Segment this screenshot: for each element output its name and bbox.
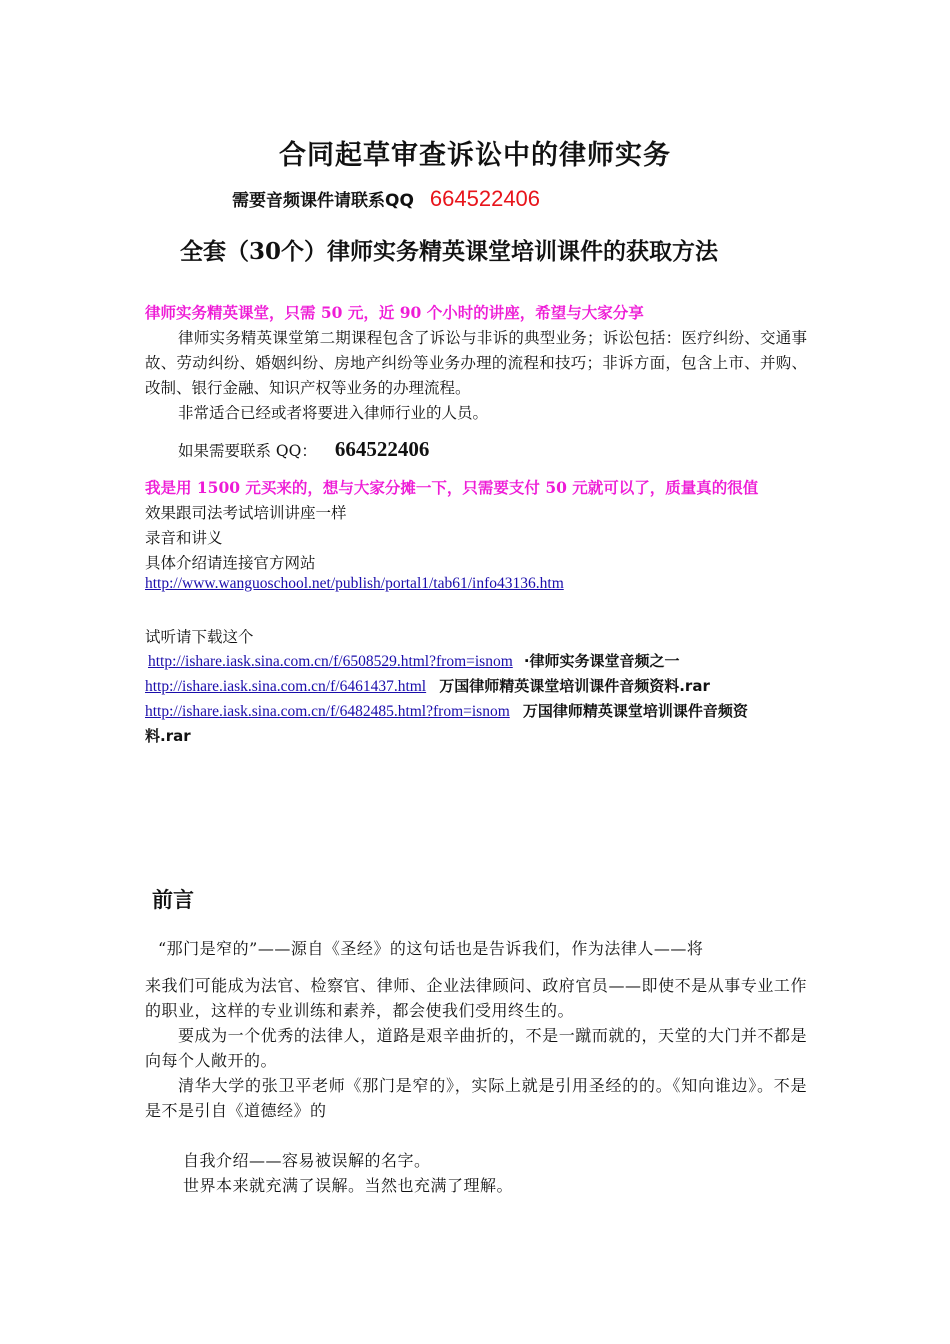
intro-contact-line <box>178 437 429 464</box>
trial-link-1[interactable]: http://ishare.iask.sina.com.cn/f/6508529.html?from=isnom <box>148 653 513 670</box>
trial-link-2[interactable]: http://ishare.iask.sina.com.cn/f/6461437.html <box>145 678 427 695</box>
official-site-link[interactable]: http://www.wanguoschool.net/publish/portal1/tab61/info43136.htm <box>145 575 564 592</box>
intro-contact-prefix: 如果需要联系 QQ： <box>178 442 317 460</box>
preface-p5: 世界本来就充满了误解。当然也充满了理解。 <box>183 1176 514 1195</box>
preface-heading: 前言 <box>152 887 194 912</box>
trial-item <box>148 650 680 671</box>
intro-description: 律师实务精英课堂第二期课程包含了诉讼与非诉的典型业务；诉讼包括：医疗纠纷、交通事故、劳动纠纷、婚姻纠纷、房地产纠纷等业务办理的流程和技巧；非诉方面，包含上市、并购、改制、银行金融、知识产权等业务的办理流程。 <box>145 329 807 397</box>
effect-text: 效果跟司法考试培训讲座一样 <box>145 504 347 522</box>
trial-label-2: 万国律师精英课堂培训课件音频资料.rar <box>439 677 710 695</box>
price-note: 我是用 1500 元买来的，想与大家分摊一下，只需要支付 50 元就可以了，质量真的很值 <box>145 478 759 497</box>
official-text: 具体介绍请连接官方网站 <box>145 554 316 572</box>
intro-contact-qq: 664522406 <box>334 437 430 461</box>
intro-highlight: 律师实务精英课堂，只需 50 元，近 90 个小时的讲座，希望与大家分享 <box>145 303 644 322</box>
trial-label-3-tail: 料.rar <box>145 727 191 745</box>
preface-p4: 自我介绍——容易被误解的名字。 <box>183 1151 431 1170</box>
trial-label-3: 万国律师精英课堂培训课件音频资 <box>522 702 748 720</box>
trial-heading: 试听请下载这个 <box>145 628 254 646</box>
preface-p1-rest: 来我们可能成为法官、检察官、律师、企业法律顾问、政府官员——即使不是从事专业工作的职业，这样的专业训练和素养，都会使我们受用终生的。 <box>145 976 807 1020</box>
contact-line <box>232 186 540 212</box>
preface-p3: 清华大学的张卫平老师《那门是窄的》，实际上就是引用圣经的的。《知向谁边》。不是是不是引自《道德经》的 <box>145 1076 807 1120</box>
preface-p1-first-line: “那门是窄的”——源自《圣经》的这句话也是告诉我们，作为法律人——将 <box>158 939 704 958</box>
trial-item <box>145 675 710 696</box>
trial-item <box>145 700 748 721</box>
content-text: 录音和讲义 <box>145 529 223 547</box>
document-title: 合同起草审查诉讼中的律师实务 <box>279 140 671 171</box>
preface-p2: 要成为一个优秀的法律人，道路是艰辛曲折的，不是一蹴而就的，天堂的大门并不都是向每个人敞开的。 <box>145 1026 807 1070</box>
trial-link-3[interactable]: http://ishare.iask.sina.com.cn/f/6482485.html?from=isnom <box>145 703 510 720</box>
contact-label: 需要音频课件请联系QQ <box>232 191 414 211</box>
contact-qq-number: 664522406 <box>429 186 541 211</box>
trial-label-1: ·律师实务课堂音频之一 <box>523 652 680 670</box>
intro-audience: 非常适合已经或者将要进入律师行业的人员。 <box>178 404 489 422</box>
document-subtitle: 全套（30个）律师实务精英课堂培训课件的获取方法 <box>180 238 719 265</box>
